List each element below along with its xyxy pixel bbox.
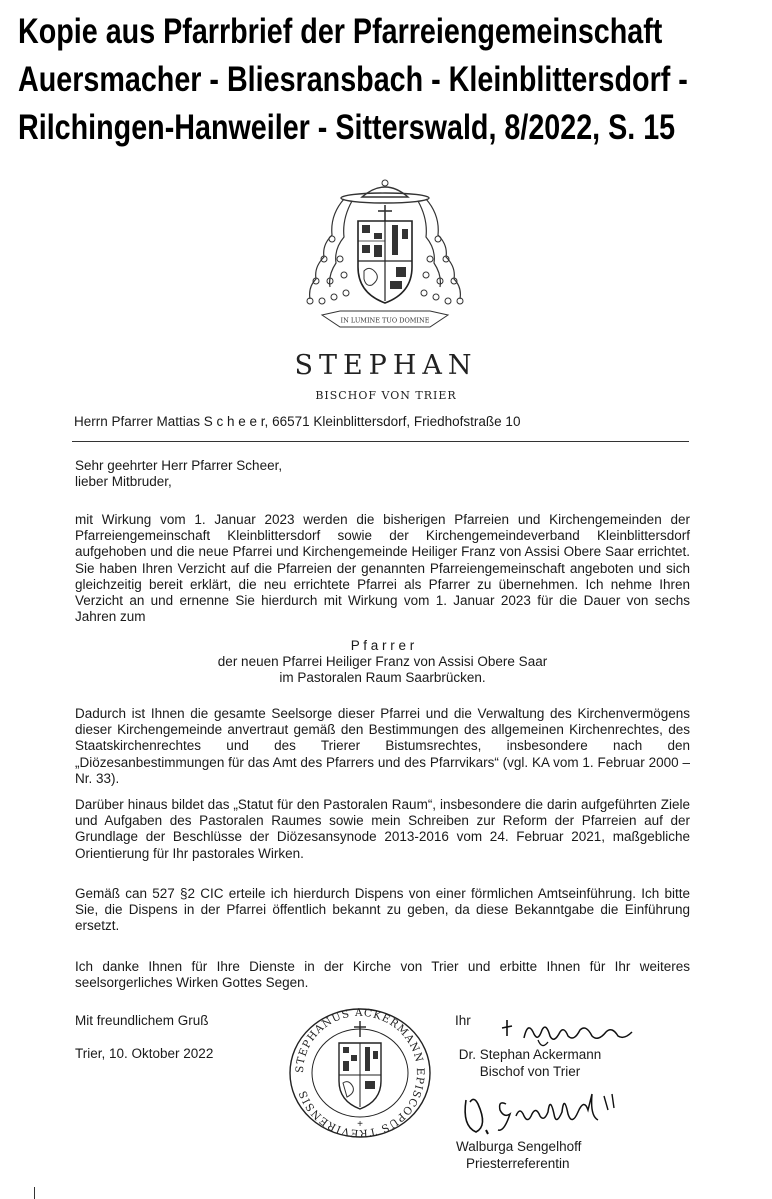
paragraph-thanks: Ich danke Ihnen für Ihre Dienste in der Kirche von Trier und erbitte Ihnen für Ihr weiteres seelsorgerliches Wirken Gottes Segen. <box>75 959 690 991</box>
appointment-role: P f a r r e r <box>350 638 415 653</box>
cosigner-name: Walburga Sengelhoff <box>456 1139 582 1154</box>
official-seal-icon <box>283 1003 437 1139</box>
closing-greeting: Mit freundlichem Gruß <box>75 1013 209 1028</box>
seal-inscription: STEPHANUS ACKERMANN EPISCOPUS TREVIRENSIS <box>293 1006 427 1139</box>
cosigner-signature-icon <box>458 1086 628 1142</box>
header-line-1: Kopie aus Pfarrbrief der Pfarreiengemeinschaft <box>18 12 663 51</box>
svg-text:+: + <box>357 1119 363 1130</box>
salutation-line-1: Sehr geehrter Herr Pfarrer Scheer, <box>75 458 283 473</box>
document-header <box>18 8 688 152</box>
addressee-line: Herrn Pfarrer Mattias S c h e e r, 66571 Kleinblittersdorf, Friedhofstraße 10 <box>74 414 521 429</box>
paragraph-responsibilities: Dadurch ist Ihnen die gesamte Seelsorge dieser Pfarrei und die Verwaltung des Kirchenvermögens dieser Kirchengemeinde anvertraut gemäß den Bestimmungen des allgemeinen Kirchenrechtes, des Staatskirchenrechtes und des Trierer Bistumsrechtes, insbesondere nach den „Diözesanbestimmungen für das Amt des Pfarrers und des Pfarrvikars“ (vgl. KA vom 1. Februar 2000 – Nr. 33). <box>75 706 690 786</box>
signer-name: Dr. Stephan Ackermann <box>458 1047 602 1062</box>
scan-mark <box>34 1187 35 1199</box>
appointment-parish: der neuen Pfarrei Heiliger Franz von Assisi Obere Saar <box>217 654 548 670</box>
motto-text: IN LUMINE TUO DOMINE <box>340 316 430 325</box>
bishop-title: BISCHOF VON TRIER <box>315 389 457 402</box>
signer-block <box>455 1046 605 1080</box>
paragraph-dispensation: Gemäß can 527 §2 CIC erteile ich hierdurch Dispens von einer förmlichen Amtseinführung. Ich bitte Sie, die Dispens in der Pfarrei öffentlich bekannt zu geben, da diese Bekanntgabe die Einführung ersetzt. <box>75 886 690 934</box>
paragraph-statute: Darüber hinaus bildet das „Statut für den Pastoralen Raum“, insbesondere die darin aufgeführten Ziele und Aufgaben des Pastoralen Raumes sowie mein Schreiben zur Reform der Pfarreien auf der Grundlage der Beschlüsse der Diözesansynode 2013-2016 vom 24. Februar 2021, maßgebliche Orientierung für Ihr pastorales Wirken. <box>75 797 690 861</box>
bishop-name: STEPHAN <box>294 350 478 381</box>
salutation <box>75 458 690 490</box>
address-divider <box>72 441 689 442</box>
header-line-2: Auersmacher - Bliesransbach - Kleinblittersdorf - <box>18 60 688 99</box>
place-date: Trier, 10. Oktober 2022 <box>75 1046 214 1061</box>
header-line-3: Rilchingen-Hanweiler - Sitterswald, 8/2022, S. 15 <box>18 108 676 147</box>
appointment-block <box>75 638 690 687</box>
salutation-line-2: lieber Mitbruder, <box>75 474 172 490</box>
cosigner-block <box>456 1138 581 1172</box>
cosigner-title: Priesterreferentin <box>466 1156 570 1171</box>
paragraph-appointment: mit Wirkung vom 1. Januar 2023 werden die bisherigen Pfarreien und Kirchengemeinden der Pfarreiengemeinschaft Kleinblittersdorf sowie der Kirchengemeindeverband Kleinblittersdorf aufgehoben und die neue Pfarrei und Kirchengemeinde Heiliger Franz von Assisi Obere Saar errichtet. Sie haben Ihren Verzicht auf die Pfarreien der genannten Pfarreiengemeinschaft angeboten und sich gleichzeitig bereit erklärt, die neu errichtete Pfarrei als Pfarrer zu übernehmen. Ich nehme Ihren Verzicht an und ernenne Sie hierdurch mit Wirkung vom 1. Januar 2023 für die Dauer von sechs Jahren zum <box>75 512 690 625</box>
coat-of-arms-icon <box>300 175 470 335</box>
signer-title: Bischof von Trier <box>479 1064 581 1079</box>
closing-ihr: Ihr <box>455 1013 471 1028</box>
appointment-region: im Pastoralen Raum Saarbrücken. <box>279 670 486 686</box>
